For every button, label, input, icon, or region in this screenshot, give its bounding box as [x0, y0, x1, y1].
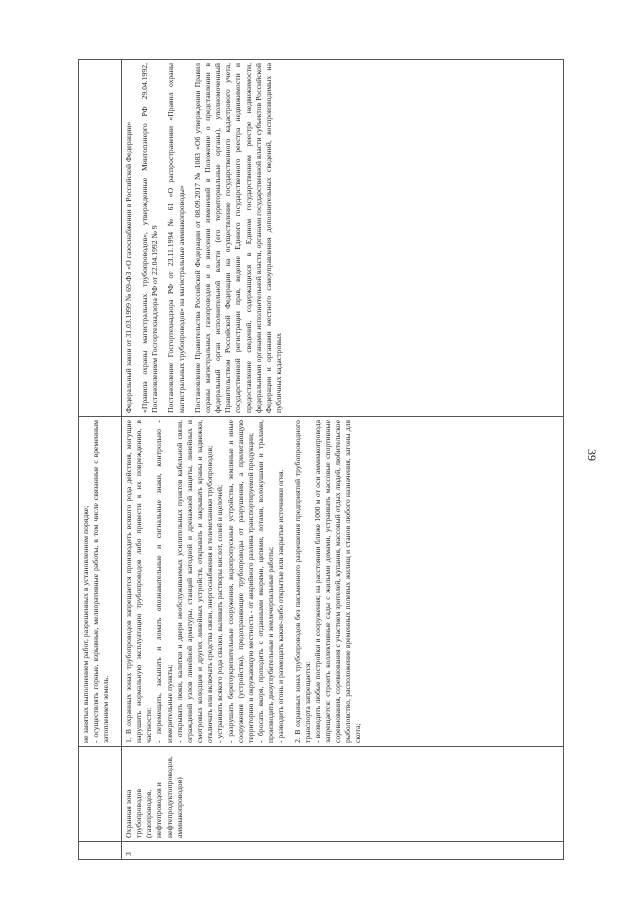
restriction-item: - разводить огонь и размещать какие-либо открытые или закрытые источники огня. [276, 469, 286, 743]
restrictions-cell [122, 417, 564, 747]
zone-name: Охранная зона трубопроводов (газопроводов, нефтепроводов и нефтепродуктопроводов, аммиакопроводов) [122, 747, 564, 842]
cell-zone-empty [79, 747, 122, 842]
zones-table [78, 59, 564, 860]
page-number: 39 [585, 449, 599, 461]
restriction-item: - перемещать, засыпать и ломать опознавательные и сигнальные знаки, контрольно - измерительные пункты; [154, 420, 174, 743]
legal-basis-item: «Правила охраны магистральных трубопроводов», утвержденные Минтопэнерго РФ 29.04.1992, Постановлением Госгортехнадзора РФ от 22.04.1992 № 9 [140, 63, 160, 413]
legal-basis-item: Федеральный закон от 31.03.1999 № 69-ФЗ «О газоснабжении в Российской Федерации» [124, 121, 133, 413]
legal-basis-item: Постановление Правительства Российской Федерации от 08.09.2017 № 1083 «Об утверждении Правил охраны магистральных газопроводов и о внесении изменений в Положение о представлении в федеральный орган исполнительной власти (его территориальные органы), уполномоченный Правительством Российской Федерации на осуществление государственного кадастрового учета, государственной регистрации прав, ведение Единого государственного реестра недвижимости и предоставление сведений, содержащихся в Едином государственном реестре недвижимости, федеральными органами исполнительной власти, органами государственной власти субъектов Российской Федерации и органами местного самоуправления дополнительных сведений, воспроизводимых на публичных кадастровых [192, 63, 284, 413]
cell-continuation-text [79, 417, 122, 747]
restriction-item: - бросать якоря, проходить с отданными якорями, цепями, лотами, волокушами и тралами, производить дноуглубительные и землечерпальные работы; [256, 420, 276, 743]
restriction-item: 1. В охранных зонах трубопроводов запрещается производить всякого рода действия, могущие нарушить нормальную эксплуатацию трубопроводов либо привести к их повреждению, в частности: [124, 420, 154, 743]
restriction-item: 2. В охранных зонах трубопроводов без письменного разрешения предприятий трубопроводного транспорта запрещается: [292, 420, 312, 743]
cell-number-empty [79, 842, 122, 860]
row-number: 3 [122, 842, 564, 860]
cell-basis-empty [79, 60, 122, 417]
legal-basis-cell [122, 60, 564, 417]
restriction-item: - открывать люки, калитки и двери необслуживаемых усилительных пунктов кабельной связи, ограждений узлов линейной арматуры, станций катодной и дренажной защиты, линейных и смотровых колодцев и других линейных устройств, открывать и закрывать краны и задвижки, отключать или включать средства связи, энергоснабжения и телемеханики трубопроводов; [174, 420, 215, 743]
continuation-text: не занятых выполнением работ, разрешенных в установленном порядке; - осуществлять горные, взрывные, мелиоративные работы, в том числе связанные с временным затоплением земель. [81, 420, 111, 743]
table-row [122, 60, 564, 860]
legal-basis-item: Постановление Госгортехнадзора РФ от 23.11.1994 № 61 «О распространении «Правил охраны магистральных трубопроводов» на магистральные аммиакопроводы» [166, 63, 186, 413]
table-row-continuation [79, 60, 122, 860]
restriction-item: - устраивать всякого рода свалки, выливать растворы кислот, солей и щелочей; [215, 484, 225, 743]
restriction-item: - возводить любые постройки и сооружения; на расстоянии ближе 1000 м от оси аммиакопровода запрещается: строить коллективные сады с жилыми домами, устраивать массовые спортивные соревнования, соревнования с участием зрителей, купания, массовый отдых людей, любительское рыболовство, расположение временных полевых жилищ и станов любого назначения, загоны для скота; [312, 420, 363, 743]
restriction-item: - разрушать берегоукрепительные сооружения, водопропускные устройства, земляные и иные сооружения (устройства), предохраняющие трубопроводы от разрушения, а прилегающую территорию и окружающую местность - от аварийного разлива транспортируемой продукции; [225, 420, 255, 743]
